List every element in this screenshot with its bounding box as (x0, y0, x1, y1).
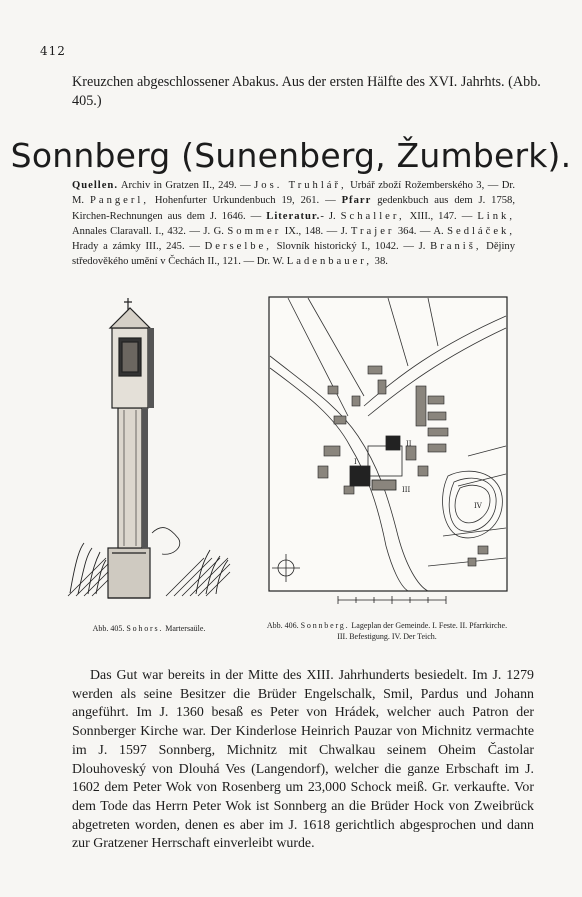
map-label-teich: IV (474, 502, 482, 510)
author-name: Sommer (227, 225, 282, 237)
sources-text: Urbář zboží Rožemberského 3, — Dr. M. (72, 180, 515, 207)
sources-text: - J. (320, 210, 341, 222)
map-label-pfarrkirche: II (406, 440, 412, 448)
sources-text: Annales Claravall. I., 432. — J. G. (72, 225, 228, 237)
author-name: Sedláček, (447, 225, 515, 237)
sources-text: Slovník historický I., 1042. — J. (271, 241, 431, 253)
caption-place: Sonnberg. (300, 621, 350, 630)
sources-text: Archiv in Gratzen II., 249. — (117, 180, 255, 191)
section-heading: Sonnberg (Sunenberg, Žumberk). (10, 136, 572, 175)
sources-text: gedenkbuch aus dem J. 1758, Kirchen-Rechnungen aus dem J. 1646. — (72, 195, 515, 222)
sources-label: Quellen. (72, 180, 118, 191)
author-name: Trajer (350, 225, 395, 237)
author-name: Jos. Truhlář, (254, 180, 347, 191)
map-label-feste: I (354, 458, 357, 466)
author-name: Pangerl, (89, 195, 149, 207)
caption-rest: Martersaüle. (163, 624, 206, 633)
author-name: Link, (477, 210, 515, 222)
sources-text: Hohenfurter Urkundenbuch 19, 261. — (149, 195, 342, 207)
sources-text: Dějiny středověkého umění v Čechách II., 121. — Dr. W. (72, 241, 515, 268)
site-plan-map (268, 296, 508, 608)
caption-prefix: Abb. 405. (92, 624, 127, 633)
author-name: Derselbe, (204, 241, 272, 253)
intro-text: Kreuzchen abgeschlossener Abakus. Aus der ersten Hälfte des XVI. Jahrhts. (Abb. 405.) (72, 74, 541, 109)
figure-406-caption (262, 620, 512, 642)
caption-prefix: Abb. 406. (266, 621, 301, 630)
sources-text: XIII., 147. — (404, 210, 478, 222)
map-label-befestigung: III (402, 486, 411, 494)
literature-label: Literatur. (266, 210, 321, 222)
sources-paragraph (72, 178, 515, 270)
martersaule-illustration (66, 298, 232, 608)
body-paragraph: Das Gut war bereits in der Mitte des XIII. Jahrhunderts besiedelt. Im J. 1279 werden als seine Besitzer die Brüder Engelschalk, Smil, Pardus und Johann angeführt. Im J. 1360 besaß es Peter von Hrádek, welcher auch Patron der Sonnberger Kirche war. Der Kinderlose Heinrich Pauzar von Michnitz vermachte im J. 1597 Sonnberg, Michnitz mit Chwalkau seinem Oheim Častolar Dlouhoveský von Dlouhá Ves (Langendorf), welcher die ganze Erbschaft im J. 1602 dem Peter Wok von Rosenberg um 23,000 Schock meiß. Gr. verkaufte. Vor dem Tode das Herrn Peter Wok ist Sonnberg an die Brüder Hock von Zweibrück abgetreten worden, denen es aber im J. 1618 gerichtlich abgesprochen und dann zur Gratzener Herrschaft einverleibt wurde. (72, 668, 534, 852)
sources-text: Hrady a zámky III., 245. — (72, 241, 205, 253)
author-name: Ladenbauer, (286, 256, 372, 268)
caption-rest: Lageplan der Gemeinde. I. Feste. II. Pfarrkirche. III. Befestigung. IV. Der Teich. (337, 621, 508, 641)
sources-text: IX., 148. — J. (281, 225, 351, 237)
page-number: 412 (40, 44, 66, 58)
caption-place: Sohors. (126, 624, 164, 633)
author-name: Schaller, (340, 210, 405, 222)
author-name: Braniš, (430, 241, 482, 253)
sources-label: Pfarr (341, 195, 372, 207)
sources-text: 364. — A. (394, 225, 448, 237)
sources-text: 38. (372, 256, 388, 268)
figure-405-caption (66, 624, 232, 633)
